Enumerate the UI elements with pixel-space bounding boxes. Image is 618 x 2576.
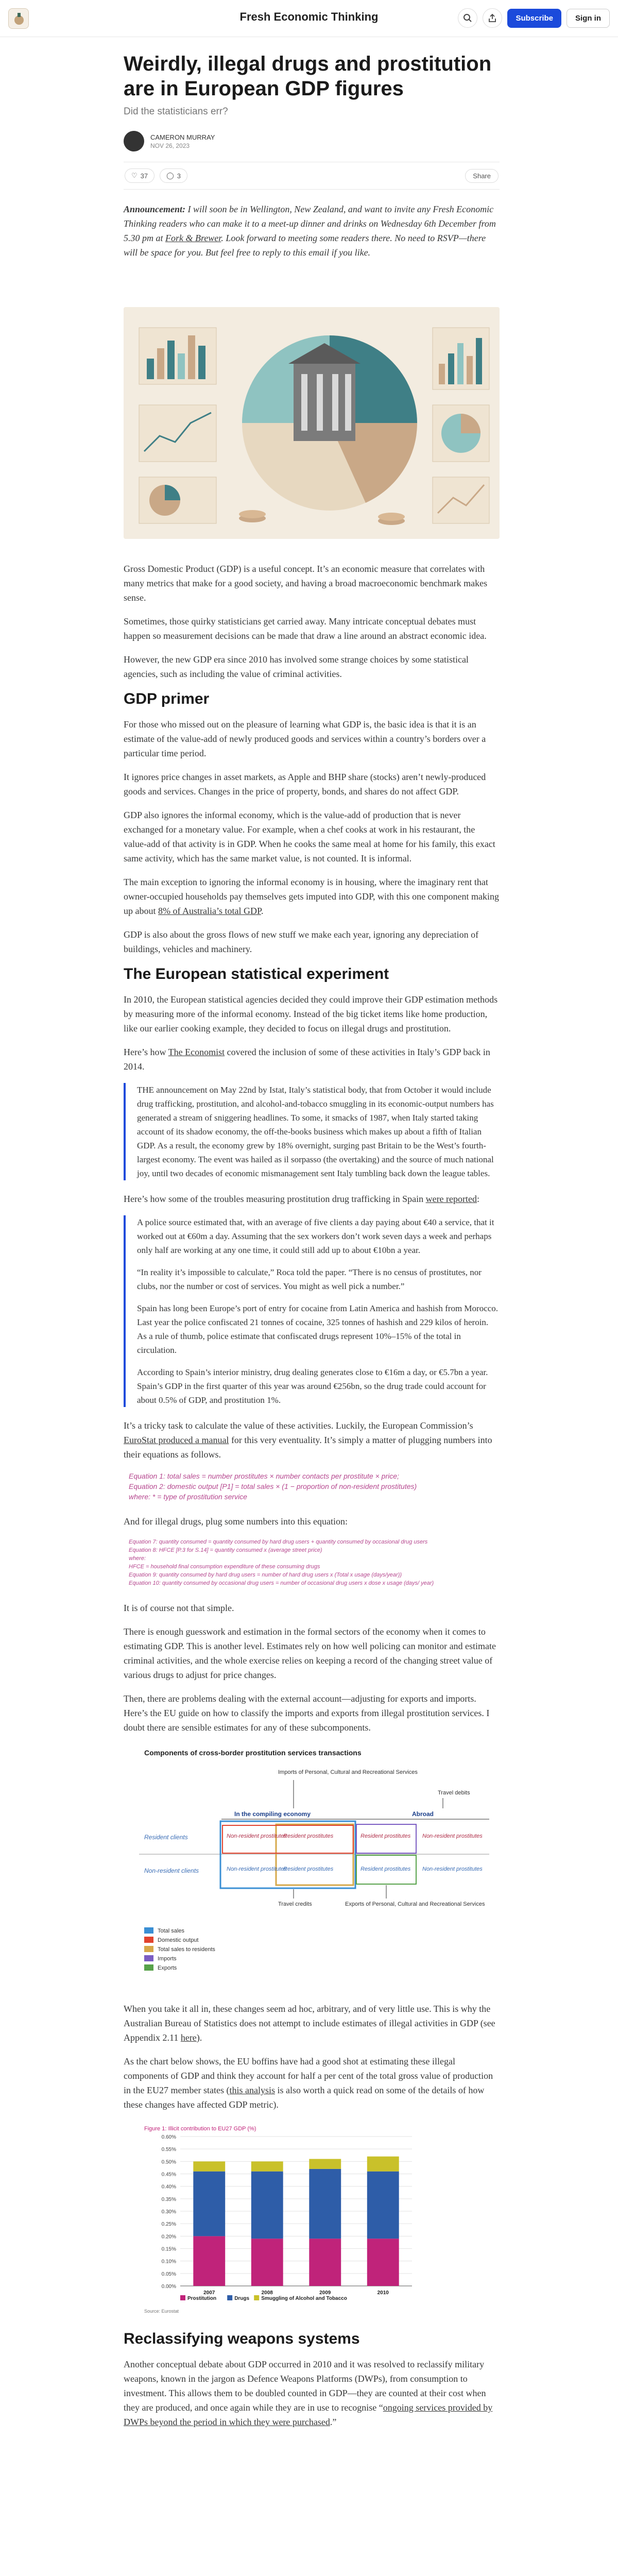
quote-paragraph: “In reality it’s impossible to calculate,” Roca told the paper. “There is no census of prostitutes, nor clubs, nor the number or cost of services. You might as well pick a number.” — [137, 1267, 482, 1291]
bar-segment — [309, 2159, 341, 2169]
quote-paragraph: Spain has long been Europe’s port of entry for cocaine from Latin America and hashish from Morocco. Last year the police confiscated 21 tonnes of cocaine, 325 tonnes of hashish and 229 kilos of heroin. As a rule of thumb, police estimate that confiscated drugs represent 10%–15% of the total in circulation. — [137, 1303, 499, 1355]
section-heading-weapons: Reclassifying weapons systems — [124, 2330, 360, 2347]
heart-icon: ♡ — [131, 172, 138, 179]
quote-paragraph: A police source estimated that, with an average of five clients a day paying about €40 a service, that it worked out at €60m a day. Assuming that the sex workers don’t work seven days a week and perhaps only half are working at any one time, it could still add up to about €10bn a year. — [137, 1217, 494, 1255]
y-tick-label: 0.10% — [161, 2259, 176, 2265]
bar-segment — [367, 2239, 399, 2286]
y-tick-label: 0.05% — [161, 2271, 176, 2277]
dwp-link[interactable]: ongoing services provided by DWPs beyond the period in which they were purchased — [124, 2402, 493, 2427]
bar-segment — [193, 2236, 225, 2286]
x-tick-label: 2010 — [377, 2290, 389, 2296]
diagram-travel-debits: Travel debits — [438, 1790, 470, 1796]
legend-swatch — [180, 2295, 185, 2300]
announcement-body: I will soon be in Wellington, New Zealand, and want to invite any Fresh Economic Thinking readers who can make it to a meet-up dinner and drinks on Wednesday 6th December from 5.30 pm at — [124, 204, 496, 243]
bar-segment — [251, 2161, 283, 2171]
hero-image[interactable] — [124, 307, 500, 539]
diagram-cell: Non-resident prostitutes — [227, 1866, 287, 1872]
legend-swatch — [227, 2295, 232, 2300]
diagram-in-country: In the compiling economy — [234, 1810, 311, 1818]
legend-label: Imports — [158, 1956, 177, 1962]
gdp-paragraph: It ignores price changes in asset markets, as Apple and BHP share (stocks) aren’t newly-produced goods and services. Changes in the price of property, bonds, and shares do not affect GDP. — [124, 772, 486, 796]
comment-count: 3 — [177, 172, 181, 180]
y-tick-label: 0.50% — [161, 2159, 176, 2165]
announcement — [124, 202, 500, 269]
experiment-paragraph — [124, 1045, 500, 1074]
quote-paragraph: According to Spain’s interior ministry, drug dealing generates close to €16m a day, or €5.7bn a year. Spain’s GDP in the first quarter of this year was around €256bn, so the drug trade could account for about 0.5% of GDP, and prostitution 1%. — [137, 1367, 488, 1405]
quote-paragraph: THE announcement on May 22nd by Istat, Italy’s statistical body, that from October it would include drug trafficking, prostitution, and alcohol-and-tobacco smuggling in its economic-output numbers has generated a stream of sniggering headlines. To some, it smacks of 1987, when Italy started taking account of its shadow economy, the off-the-books business which makes up about a fifth of Italian GDP. As a result, the economy grew by 18% overnight, surging past Britain to be the West’s fourth-largest economy. The event was hailed as il sorpasso (the overtaking) and the source of much national joy, until two decades of economic mismanagement sent Italy tumbling back down the league tables. — [137, 1085, 494, 1178]
y-tick-label: 0.45% — [161, 2172, 176, 2178]
y-tick-label: 0.00% — [161, 2284, 176, 2290]
diagram-travel-credits: Travel credits — [278, 1901, 312, 1907]
venue-link[interactable]: Fork & Brewer — [165, 233, 221, 243]
legend-swatch — [254, 2295, 259, 2300]
comment-button[interactable] — [160, 168, 187, 183]
experiment-paragraph: And for illegal drugs, plug some numbers into this equation: — [124, 1516, 348, 1527]
text: It’s a tricky task to calculate the value of these activities. Luckily, the European Commission’s — [124, 1420, 473, 1431]
diagram-cell: Resident prostitutes — [360, 1833, 411, 1839]
diagram-cell: Non-resident prostitutes — [422, 1866, 483, 1872]
article-subtitle: Did the statisticians err? — [124, 106, 228, 117]
legend-label: Domestic output — [158, 1937, 199, 1943]
equation-line: where: * = type of prostitution service — [129, 1493, 247, 1501]
publish-date: NOV 26, 2023 — [150, 142, 190, 149]
equation-line: where: — [129, 1555, 146, 1562]
y-tick-label: 0.20% — [161, 2234, 176, 2240]
legend-label: Prostitution — [187, 2296, 217, 2301]
x-tick-label: 2009 — [319, 2290, 331, 2296]
x-tick-label: 2008 — [261, 2290, 273, 2296]
spain-quote — [124, 1215, 500, 1407]
bar-segment — [251, 2172, 283, 2239]
gdp-text: . — [261, 906, 264, 916]
top-bar — [0, 0, 618, 37]
announcement-body-2: . Look forward to meeting some readers there. No need to RSVP—there will be space for you. But feel free to reply to this email if you like. — [124, 233, 486, 258]
experiment-paragraph — [124, 1418, 500, 1462]
intro-section — [124, 562, 500, 2438]
text: As the chart below shows, the EU boffins have had a good shot at estimating these illegal components of GDP and think they account for half a per cent of the total gross value of production in the EU27 member states ( — [124, 2056, 493, 2095]
chart-source: Source: Eurostat — [144, 2309, 179, 2314]
author-name[interactable]: CAMERON MURRAY — [150, 133, 215, 141]
text: covered the inclusion of some of these activities in Italy’s GDP back in 2014. — [124, 1047, 490, 1072]
eurostat-link[interactable]: EuroStat produced a manual — [124, 1435, 229, 1445]
intro-paragraph: Sometimes, those quirky statisticians get carried away. Many intricate conceptual debates must happen so measurement decisions can be made that draw a line around an abstract economic idea. — [124, 616, 487, 641]
article-title: Weirdly, illegal drugs and prostitution are in European GDP figures — [124, 53, 492, 100]
prostitution-equations — [129, 1471, 500, 1502]
bar-segment — [367, 2172, 399, 2239]
equation-line: Equation 1: total sales = number prostitutes × number contacts per prostitute × price; — [129, 1472, 399, 1480]
y-tick-label: 0.55% — [161, 2147, 176, 2153]
experiment-paragraph — [124, 1192, 500, 1206]
gdp-paragraph — [124, 875, 500, 918]
site-title[interactable]: Fresh Economic Thinking — [239, 10, 379, 23]
weapons-paragraph — [124, 2357, 500, 2429]
bar-segment — [251, 2239, 283, 2286]
legend-swatch — [144, 1937, 153, 1943]
illicit-gdp-chart[interactable] — [124, 2121, 500, 2317]
text: : — [477, 1194, 480, 1204]
experiment-paragraph — [124, 2002, 500, 2045]
text: Here’s how some of the troubles measuring prostitution drug trafficking in Spain — [124, 1194, 426, 1204]
experiment-paragraph: In 2010, the European statistical agencies decided they could improve their GDP estimation methods by measuring more of the informal economy. Instead of the big ticket items like home production, like our earlier cooking example, they decided to focus on illegal drugs and prostitution. — [124, 994, 498, 1033]
text: Another conceptual debate about GDP occurred in 2010 and it was resolved to reclassify military weapons, known in the jargon as Defence Weapons Platforms (DWPs), from consumption to investment. This allows them to be doubled counted in GDP—they are counted at their cost when they are produced, and once again while they are in use to recognise “ — [124, 2359, 486, 2413]
legend-swatch — [144, 1927, 153, 1934]
text: .” — [330, 2417, 337, 2427]
y-tick-label: 0.40% — [161, 2184, 176, 2190]
experiment-paragraph: Then, there are problems dealing with the external account—adjusting for exports and imports. Here’s the EU guide on how to classify the imports and exports from illegal prostitution services. I doubt there are sensible estimates for any of these subcomponents. — [124, 1693, 490, 1733]
equation-line: Equation 2: domestic output [P1] = total sales × (1 − proportion of non-resident prostitutes) — [129, 1482, 417, 1490]
section-heading-experiment: The European statistical experiment — [124, 965, 389, 982]
y-tick-label: 0.25% — [161, 2222, 176, 2228]
legend-label: Drugs — [234, 2296, 250, 2301]
abs-appendix-link[interactable]: here — [180, 2032, 197, 2043]
diagram-title: Components of cross-border prostitution services transactions — [144, 1749, 362, 1757]
y-tick-label: 0.15% — [161, 2246, 176, 2252]
legend-swatch — [144, 1955, 153, 1961]
chart-title: Figure 1: Illicit contribution to EU27 GDP (%) — [144, 2126, 256, 2132]
diagram-cell: Non-resident prostitutes — [227, 1833, 287, 1839]
y-tick-label: 0.30% — [161, 2209, 176, 2215]
diagram-resident-clients: Resident clients — [144, 1834, 188, 1841]
diagram-abroad: Abroad — [412, 1810, 434, 1818]
gdp-paragraph: GDP also ignores the informal economy, which is the value-add of production that is never exchanged for a monetary value. For example, when a chef cooks at work in his restaurant, the value-add of that activity is in GDP. When he cooks the same meal at home for his family, this exact same activity, which has the same market value, is not counted. It is informal. — [124, 810, 495, 863]
legend-label: Exports — [158, 1965, 177, 1971]
diagram-exports-label: Exports of Personal, Cultural and Recreational Services — [345, 1901, 485, 1907]
x-tick-label: 2007 — [203, 2290, 215, 2296]
section-heading-gdp-primer: GDP primer — [124, 690, 210, 707]
intro-paragraph: Gross Domestic Product (GDP) is a useful concept. It’s an economic measure that correlates with many metrics that make for a good society, and having a broad macroeconomic benchmark makes sense. — [124, 564, 488, 603]
legend-label: Smuggling of Alcohol and Tobacco — [261, 2296, 347, 2301]
search-icon[interactable] — [458, 8, 477, 28]
diagram-nonresident-clients: Non-resident clients — [144, 1867, 199, 1874]
experiment-paragraph: It is of course not that simple. — [124, 1603, 234, 1613]
text: for this very eventuality. It’s simply a matter of plugging numbers into their equations as follows. — [124, 1435, 492, 1460]
article-header — [124, 52, 500, 190]
y-tick-label: 0.35% — [161, 2196, 176, 2202]
bar-segment — [367, 2157, 399, 2172]
legend-swatch — [144, 1946, 153, 1952]
legend-swatch — [144, 1964, 153, 1971]
equation-line: Equation 7: quantity consumed = quantity consumed by hard drug users + quantity consumed by occasional drug users — [129, 1539, 428, 1545]
sign-in-button[interactable]: Sign in — [566, 9, 610, 28]
abs-link[interactable]: 8% of Australia’s total GDP — [158, 906, 261, 916]
like-button[interactable] — [125, 168, 154, 183]
text: When you take it all in, these changes seem ad hoc, arbitrary, and of very little use. This is why the Australian Bureau of Statistics does not attempt to include estimates of illegal activities in GDP (see Appendix 2.11 — [124, 2004, 495, 2043]
comment-icon: ◯ — [166, 172, 174, 179]
spain-report-link[interactable]: were reported — [425, 1194, 477, 1204]
share-button[interactable]: Share — [465, 169, 499, 183]
subscribe-button[interactable]: Subscribe — [507, 9, 561, 28]
equation-line: Equation 10: quantity consumed by occasional drug users = number of occasional drug users x dose x usage (days/ year) — [129, 1580, 434, 1586]
text: ). — [196, 2032, 202, 2043]
intro-paragraph: However, the new GDP era since 2010 has involved some strange choices by some statistical agencies, such as including the value of criminal activities. — [124, 654, 469, 679]
like-count: 37 — [140, 172, 148, 180]
y-tick-label: 0.60% — [161, 2134, 176, 2140]
engagement-bar — [124, 162, 500, 190]
legend-label: Total sales — [158, 1928, 184, 1934]
announcement-label: Announcement: — [124, 204, 186, 214]
author-block — [124, 131, 500, 151]
drug-equations — [129, 1538, 500, 1587]
experiment-paragraph — [124, 2054, 500, 2112]
gdp-paragraph: GDP is also about the gross flows of new stuff we make each year, ignoring any depreciation of buildings, vehicles and machinery. — [124, 929, 479, 954]
diagram-imports-label: Imports of Personal, Cultural and Recreational Services — [278, 1769, 418, 1775]
gdp-text: The main exception to ignoring the informal economy is in housing, where the imaginary rent that owner-occupied households pay themselves gets imputed into GDP, with this one component making up about — [124, 877, 500, 916]
economist-quote — [124, 1083, 500, 1180]
equation-line: HFCE = household final consumption expenditure of these consuming drugs — [129, 1564, 320, 1570]
announcement-text — [124, 202, 500, 260]
bar-segment — [309, 2169, 341, 2239]
equation-line: Equation 8: HFCE [P.3 for S.14] = quantity consumed x (average street price) — [129, 1547, 322, 1553]
equation-line: Equation 9: quantity consumed by hard drug users = number of hard drug users x (Total x usage (days/year)) — [129, 1572, 402, 1578]
bar-segment — [193, 2172, 225, 2236]
economist-link[interactable]: The Economist — [168, 1047, 225, 1057]
bar-segment — [309, 2239, 341, 2286]
diagram-cell: Non-resident prostitutes — [422, 1833, 483, 1839]
avatar[interactable] — [124, 131, 144, 151]
text: Here’s how — [124, 1047, 168, 1057]
gdp-paragraph: For those who missed out on the pleasure of learning what GDP is, the basic idea is that it is an estimate of the value-add of newly produced goods and services within a country’s borders over a particular time period. — [124, 719, 486, 758]
text: is also worth a quick read on some of the details of how these changes have affected GDP metric). — [124, 2085, 485, 2110]
cross-border-diagram[interactable] — [124, 1744, 500, 1991]
experiment-paragraph: There is enough guesswork and estimation in the formal sectors of the economy when it comes to estimating GDP. This is another level. Estimates rely on how well policing can monitor and estimate criminal activities, and the whole exercise relies on keeping a record of the changing street value of various drugs to adjust for price changes. — [124, 1626, 496, 1680]
share-icon[interactable] — [483, 8, 502, 28]
analysis-link[interactable]: this analysis — [229, 2085, 275, 2095]
diagram-cell: Resident prostitutes — [283, 1833, 334, 1839]
legend-label: Total sales to residents — [158, 1946, 215, 1953]
diagram-cell: Resident prostitutes — [283, 1866, 334, 1872]
diagram-cell: Resident prostitutes — [360, 1866, 411, 1872]
bar-segment — [193, 2161, 225, 2171]
